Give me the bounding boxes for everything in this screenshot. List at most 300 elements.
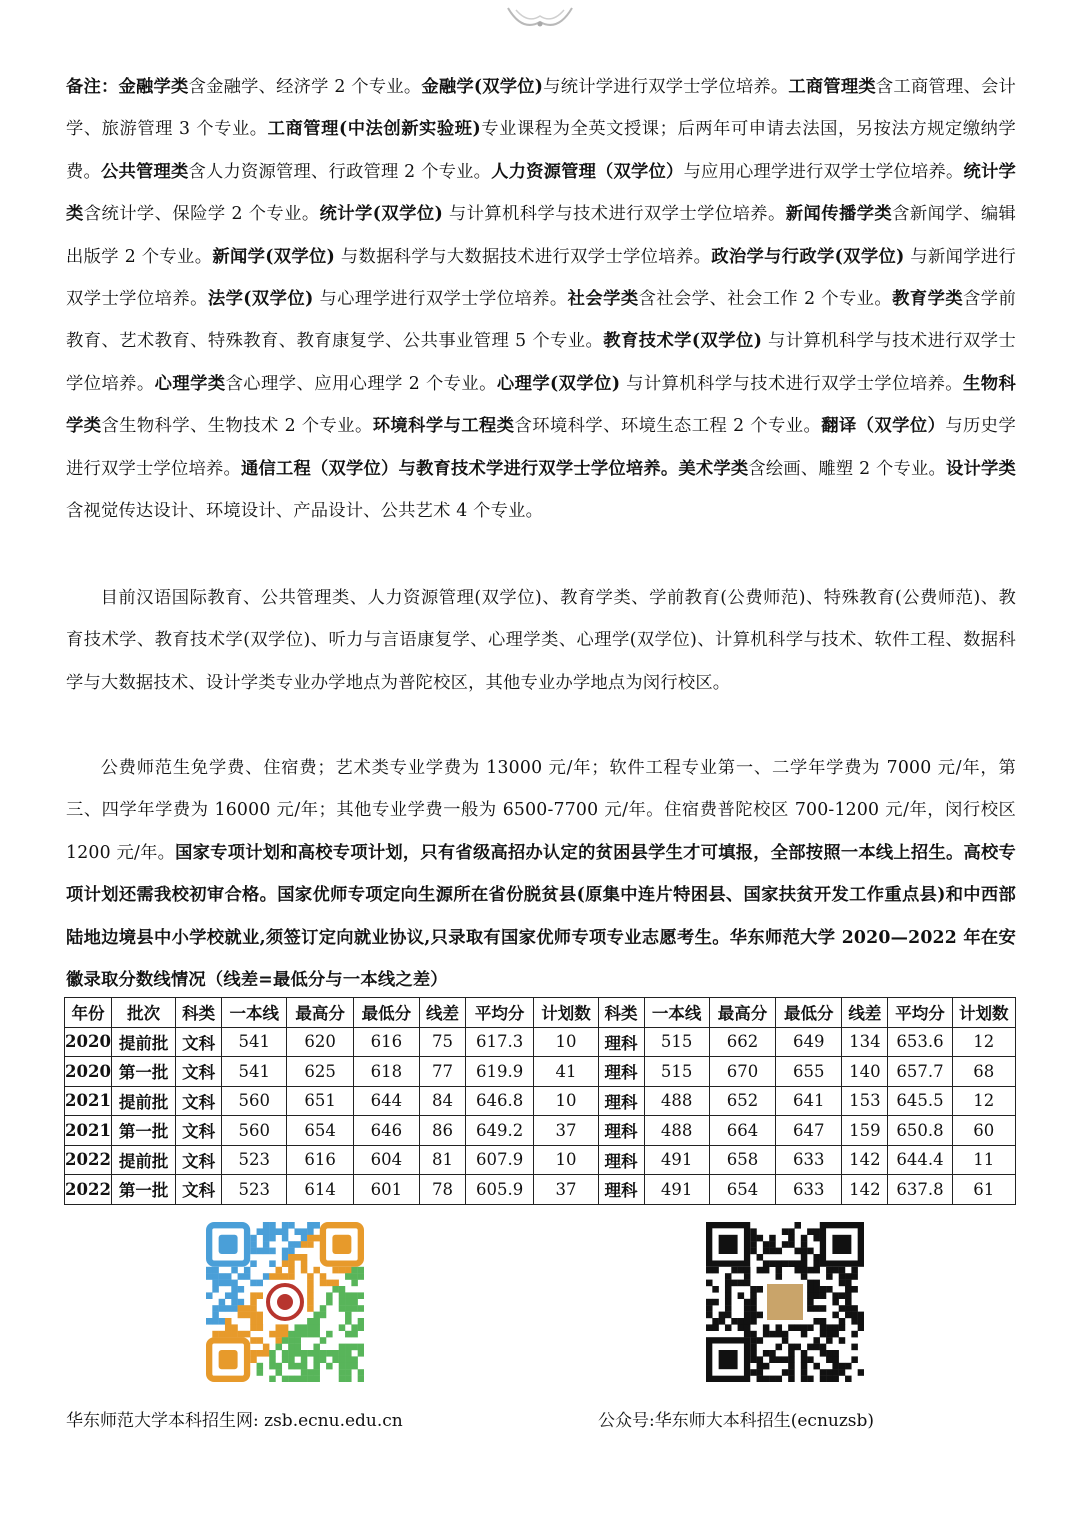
table-cell: 78 [420,1175,466,1205]
qr-module [858,1369,864,1376]
qr-module [307,1222,314,1229]
qr-module [788,1350,795,1357]
qr-module [725,1299,732,1306]
qr-module [301,1363,308,1370]
qr-module [282,1324,289,1331]
qr-module [776,1331,783,1338]
qr-module [206,1292,213,1299]
qr-module [744,1273,751,1280]
header-ornament-icon [502,4,578,34]
table-cell: 10 [534,1027,598,1057]
qr-module [839,1337,846,1344]
column-header: 科类 [598,998,644,1028]
qr-module [288,1344,295,1351]
qr-module [801,1241,808,1248]
bold-text-run: 国家专项计划和高校专项计划，只有省级高招办认定的贫困县学生才可填报，全部按照一本线上招生。高校专项计划还需我校初审合格。国家优师专项定向生源所在省份脱贫县(原集中连片特困县、国家扶贫开发工作重点县)和中西部陆地边境县中小学校就业,须签订定向就业协议,只录取有国家优师专项专业志愿考生。华东师范大学 2020—2022 年在安徽录取分数线情况（线差=最低分与一本线之差） [66,842,1016,991]
qr-module [263,1350,270,1357]
qr-module [212,1286,219,1293]
qr-module [845,1280,852,1287]
qr-module [276,1369,283,1376]
table-cell: 657.7 [888,1057,952,1087]
qr-module [250,1241,257,1248]
qr-module [250,1292,257,1299]
qr-module [345,1299,352,1306]
qr-module [750,1312,757,1319]
qr-module [725,1312,732,1319]
table-cell: 2021 [65,1086,112,1116]
qr-module [351,1305,358,1312]
qr-module [832,1324,839,1331]
qr-module [320,1337,327,1344]
text-run: 目前汉语国际教育、公共管理类、人力资源管理(双学位)、教育学类、学前教育(公费师范)、特殊教育(公费师范)、教育技术学、教育技术学(双学位)、听力与言语康复学、心理学类、心理学(双学位)、计算机科学与技术、软件工程、数据科学与大数据技术、设计学类专业办学地点为普陀校区，其他专业办学地点为闵行校区。 [66,588,1016,693]
qr-module [782,1260,789,1267]
table-cell: 644 [353,1086,419,1116]
qr-module [231,1292,238,1299]
table-cell: 645.5 [888,1086,952,1116]
qr-module [282,1222,289,1229]
qr-module [807,1324,814,1331]
qr-module [813,1267,820,1274]
qr-module [288,1248,295,1255]
table-cell: 文科 [176,1175,222,1205]
qr-module [826,1273,833,1280]
qr-module [332,1350,339,1357]
qr-module [345,1318,352,1325]
qr-module [263,1273,270,1280]
qr-module [757,1235,764,1242]
qr-module [712,1286,719,1293]
qr-module [244,1305,251,1312]
qr-module [358,1273,364,1280]
table-cell: 633 [776,1175,842,1205]
table-cell: 604 [353,1145,419,1175]
qr-module [288,1363,295,1370]
qr-module [776,1248,783,1255]
qr-module [313,1331,320,1338]
qr-module [276,1267,283,1274]
table-cell: 68 [952,1057,1015,1087]
qr-module [294,1363,301,1370]
qr-module [858,1312,864,1319]
qr-module [712,1267,719,1274]
qr-module [845,1286,852,1293]
qr-module [301,1260,308,1267]
qr-module [339,1369,346,1376]
qr-module [282,1331,289,1338]
qr-module [339,1305,346,1312]
table-cell: 84 [420,1086,466,1116]
column-header: 平均分 [465,998,533,1028]
qr-module [763,1363,770,1370]
qr-module [776,1356,783,1363]
table-cell: 文科 [176,1027,222,1057]
qr-module [339,1356,346,1363]
qr-module [801,1350,808,1357]
qr-module [725,1273,732,1280]
qr-module [750,1356,757,1363]
qr-module [301,1356,308,1363]
qr-module [288,1222,295,1229]
table-row [65,1057,1016,1087]
qr-module [307,1305,314,1312]
qr-module [257,1312,264,1319]
qr-module [738,1318,745,1325]
bold-text-run: 新闻学(双学位) [212,246,336,267]
qr-module [769,1356,776,1363]
qr-module [294,1344,301,1351]
table-cell: 第一批 [111,1175,175,1205]
qr-module [763,1376,770,1382]
qr-module [345,1292,352,1299]
qr-module [231,1305,238,1312]
qr-module [851,1331,858,1338]
qr-module [725,1286,732,1293]
table-cell: 523 [222,1175,287,1205]
qr-module [288,1376,295,1382]
qr-module [250,1280,257,1287]
qr-module [820,1350,827,1357]
table-cell: 10 [534,1086,598,1116]
qr-module [282,1254,289,1261]
qr-module [744,1324,751,1331]
qr-module [794,1248,801,1255]
qr-module [339,1324,346,1331]
table-cell: 625 [287,1057,353,1087]
qr-module [744,1280,751,1287]
table-cell: 653.6 [888,1027,952,1057]
website-qr-code-icon [206,1222,364,1382]
qr-module [219,1331,226,1338]
qr-module [851,1356,858,1363]
table-cell: 662 [709,1027,775,1057]
qr-module [250,1305,257,1312]
qr-module [320,1312,327,1319]
bold-text-run: 美术学类 [678,458,749,479]
qr-module [238,1305,245,1312]
qr-module [345,1273,352,1280]
qr-module [851,1286,858,1293]
qr-module [725,1324,732,1331]
qr-module [351,1331,358,1338]
qr-module [307,1273,314,1280]
tuition-paragraph [66,747,1016,1001]
table-cell: 670 [709,1057,775,1087]
qr-module [282,1273,289,1280]
notes-paragraph [66,66,1016,532]
qr-module [250,1299,257,1306]
qr-finder-center [719,1235,738,1254]
qr-module [351,1280,358,1287]
qr-module [351,1292,358,1299]
qr-module [820,1305,827,1312]
bold-text-run: 金融学(双学位) [421,77,544,97]
qr-module [282,1228,289,1235]
qr-module [358,1305,364,1312]
qr-module [269,1331,276,1338]
qr-module [738,1292,745,1299]
table-cell: 12 [952,1086,1015,1116]
qr-module [813,1363,820,1370]
qr-module [763,1331,770,1338]
qr-module [839,1305,846,1312]
qr-module [313,1222,320,1229]
qr-module [339,1376,346,1382]
qr-module [225,1305,232,1312]
qr-module [776,1267,783,1274]
table-cell: 654 [709,1175,775,1205]
qr-module [301,1331,308,1338]
table-cell: 641 [776,1086,842,1116]
qr-module [276,1344,283,1351]
qr-module [801,1267,808,1274]
qr-module [826,1286,833,1293]
qr-module [351,1356,358,1363]
table-cell: 654 [287,1116,353,1146]
qr-module [225,1292,232,1299]
qr-module [706,1280,713,1287]
column-header: 平均分 [888,998,952,1028]
qr-module [212,1273,219,1280]
table-cell: 2020 [65,1057,112,1087]
qr-module [839,1280,846,1287]
qr-module [813,1280,820,1287]
qr-module [269,1350,276,1357]
qr-module [313,1267,320,1274]
table-cell: 650.8 [888,1116,952,1146]
qr-module [763,1248,770,1255]
qr-module [225,1331,232,1338]
qr-module [212,1331,219,1338]
column-header: 批次 [111,998,175,1028]
qr-module [307,1241,314,1248]
wechat-caption: 公众号:华东师大本科招生(ecnuzsb) [598,1411,875,1431]
table-cell: 652 [709,1086,775,1116]
qr-module [845,1312,852,1319]
bold-text-run: 统计学类 [66,161,1017,225]
table-cell: 637.8 [888,1175,952,1205]
qr-module [301,1350,308,1357]
qr-module [801,1356,808,1363]
qr-finder-center [719,1350,738,1369]
qr-module [813,1254,820,1261]
qr-module [345,1350,352,1357]
qr-module [225,1273,232,1280]
table-cell: 提前批 [111,1145,175,1175]
qr-module [276,1228,283,1235]
wechat-qr-code-icon [706,1222,864,1382]
qr-module [769,1248,776,1255]
qr-module [731,1267,738,1274]
qr-module [326,1292,333,1299]
qr-module [776,1260,783,1267]
qr-module [769,1235,776,1242]
qr-module [231,1280,238,1287]
qr-module [813,1305,820,1312]
column-header: 一本线 [222,998,287,1028]
qr-module [282,1376,289,1382]
qr-module [282,1235,289,1242]
qr-module [225,1280,232,1287]
qr-module [250,1337,257,1344]
table-cell: 理科 [598,1145,644,1175]
qr-module [276,1331,283,1338]
qr-module [351,1363,358,1370]
qr-module [339,1350,346,1357]
qr-module [332,1267,339,1274]
qr-module [301,1254,308,1261]
qr-module [712,1318,719,1325]
qr-module [238,1312,245,1319]
qr-module [332,1356,339,1363]
qr-module [807,1376,814,1382]
qr-module [313,1350,320,1357]
table-cell: 2022 [65,1175,112,1205]
qr-module [782,1241,789,1248]
text-run: 专业课程为全英文授课；后两年可申请去法国，另按法方规定缴纳学费。 [66,119,1016,182]
table-cell: 633 [776,1145,842,1175]
table-cell: 153 [842,1086,888,1116]
qr-module [358,1344,364,1351]
qr-module [851,1273,858,1280]
qr-module [206,1273,213,1280]
bold-text-run: 社会学类 [567,289,639,310]
qr-module [313,1369,320,1376]
table-cell: 77 [420,1057,466,1087]
qr-module [288,1254,295,1261]
qr-module [238,1286,245,1293]
table-cell: 2021 [65,1116,112,1146]
text-run: 含生物科学、生物技术 2 个专业。 [101,416,373,437]
admission-score-table [64,997,1016,1205]
qr-module [813,1292,820,1299]
table-cell: 81 [420,1145,466,1175]
qr-module [212,1318,219,1325]
qr-module [706,1299,713,1306]
qr-module [738,1267,745,1274]
qr-module [288,1241,295,1248]
qr-module [358,1267,364,1274]
qr-module [231,1324,238,1331]
qr-center-logo-icon [767,1284,803,1320]
qr-module [351,1267,358,1274]
qr-module [358,1369,364,1376]
qr-module [750,1228,757,1235]
qr-module [769,1350,776,1357]
table-row [65,1175,1016,1205]
table-cell: 515 [644,1057,709,1087]
qr-module [212,1312,219,1319]
qr-module [257,1363,264,1370]
text-run: 与新闻学进行双学士学位培养。 [66,246,1016,310]
qr-module [820,1318,827,1325]
table-cell: 理科 [598,1086,644,1116]
qr-module [801,1254,808,1261]
qr-module [757,1286,764,1293]
qr-module [744,1299,751,1306]
qr-module [757,1254,764,1261]
qr-module [845,1299,852,1306]
qr-module [813,1286,820,1293]
qr-module [820,1331,827,1338]
column-header: 线差 [842,998,888,1028]
qr-module [769,1331,776,1338]
table-cell: 649.2 [465,1116,533,1146]
qr-module [788,1344,795,1351]
qr-module [326,1331,333,1338]
qr-module [307,1331,314,1338]
column-header: 线差 [420,998,466,1028]
qr-module [801,1324,808,1331]
qr-module [839,1292,846,1299]
qr-module [738,1280,745,1287]
qr-module [794,1260,801,1267]
qr-finder-center [219,1235,238,1254]
qr-module [294,1254,301,1261]
qr-module [307,1235,314,1242]
table-cell: 37 [534,1116,598,1146]
qr-module [769,1241,776,1248]
qr-module [358,1376,364,1382]
qr-module [212,1267,219,1274]
qr-module [731,1318,738,1325]
qr-module [269,1273,276,1280]
qr-module [826,1324,833,1331]
qr-module [851,1318,858,1325]
table-cell: 664 [709,1116,775,1146]
qr-module [219,1318,226,1325]
qr-module [782,1228,789,1235]
qr-module [750,1235,757,1242]
qr-module [782,1356,789,1363]
qr-module [845,1363,852,1370]
qr-module [326,1363,333,1370]
qr-module [313,1356,320,1363]
bold-text-run: 通信工程（双学位）与教育技术学进行双学士学位培养。 [240,458,679,479]
qr-module [288,1267,295,1274]
qr-module [257,1248,264,1255]
qr-module [313,1318,320,1325]
qr-module [307,1228,314,1235]
qr-module [757,1312,764,1319]
table-cell: 第一批 [111,1057,175,1087]
qr-module [801,1248,808,1255]
qr-module [788,1228,795,1235]
bold-text-run: 公共管理类 [101,161,189,182]
table-cell: 文科 [176,1116,222,1146]
header-ornament-band [0,0,1080,60]
qr-module [212,1280,219,1287]
qr-module [763,1260,770,1267]
qr-module [257,1324,264,1331]
table-cell: 142 [842,1145,888,1175]
qr-module [307,1292,314,1299]
qr-module [358,1292,364,1299]
qr-module [750,1331,757,1338]
text-run: 与计算机科学与技术进行双学士学位培养。 [620,373,964,394]
qr-module [820,1286,827,1293]
bold-text-run: 生物科学类 [66,373,1016,437]
table-cell: 515 [644,1027,709,1057]
qr-module [219,1305,226,1312]
qr-module [332,1280,339,1287]
qr-module [294,1331,301,1338]
qr-module [351,1324,358,1331]
table-cell: 86 [420,1116,466,1146]
qr-module [288,1273,295,1280]
qr-module [794,1222,801,1229]
qr-module [345,1369,352,1376]
qr-module [345,1267,352,1274]
